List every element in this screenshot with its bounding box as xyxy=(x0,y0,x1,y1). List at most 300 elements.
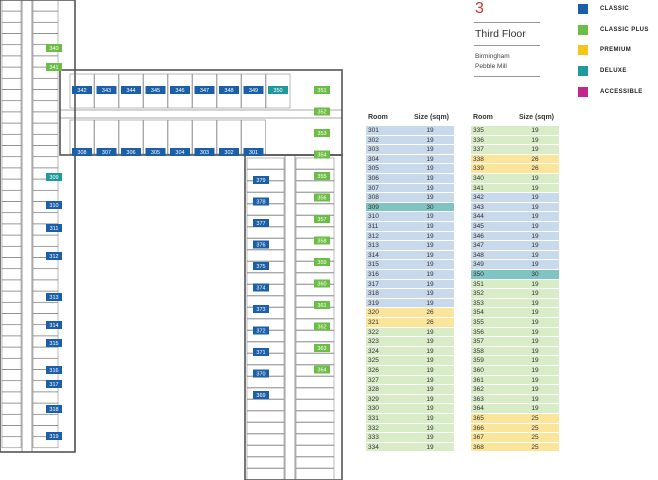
room-size: 19 xyxy=(531,280,539,288)
table-row xyxy=(471,145,559,155)
legend-label: CLASSIC PLUS xyxy=(600,27,649,33)
room-outline xyxy=(2,90,21,101)
room-outline xyxy=(296,331,334,342)
room-number: 366 xyxy=(473,424,484,432)
room-outline xyxy=(33,213,58,224)
room-number: 317 xyxy=(368,280,379,288)
legend-swatch xyxy=(578,25,588,35)
legend-swatch xyxy=(578,4,588,14)
room-number: 330 xyxy=(368,405,379,413)
room-number: 309 xyxy=(368,203,379,211)
room-tag-label: 307 xyxy=(101,150,112,156)
divider xyxy=(474,45,540,46)
room-tag-label: 361 xyxy=(317,303,327,309)
room-outline xyxy=(2,235,21,246)
room-size: 19 xyxy=(531,386,539,394)
room-size: 30 xyxy=(531,271,539,278)
room-size: 19 xyxy=(531,203,539,211)
table-row xyxy=(471,443,559,453)
room-outline xyxy=(247,250,284,261)
room-outline xyxy=(2,168,21,179)
room-outline xyxy=(2,325,21,336)
room-number: 368 xyxy=(473,443,484,451)
room-outline xyxy=(33,78,58,89)
room-outline xyxy=(33,90,58,101)
room-number: 320 xyxy=(368,309,379,317)
table-row xyxy=(366,251,454,261)
room-outline xyxy=(2,280,21,291)
room-outline xyxy=(2,347,21,358)
room-number: 322 xyxy=(368,328,379,336)
room-outline xyxy=(247,446,284,457)
room-size: 19 xyxy=(426,136,434,144)
room-number: 353 xyxy=(473,299,484,307)
room-outline xyxy=(33,157,58,168)
room-number: 361 xyxy=(473,376,484,384)
room-number: 336 xyxy=(473,136,484,144)
room-tag-label: 352 xyxy=(317,109,327,116)
room-tag-label: 358 xyxy=(317,238,327,245)
room-tag-label: 348 xyxy=(224,88,234,94)
room-number: 315 xyxy=(368,261,379,269)
room-number: 346 xyxy=(473,232,484,240)
room-number: 307 xyxy=(368,184,379,192)
table-row xyxy=(471,385,559,395)
table-row xyxy=(471,328,559,338)
room-outline xyxy=(296,158,334,169)
room-number: 341 xyxy=(473,184,484,192)
col-header-size: Size (sqm) xyxy=(414,114,450,121)
room-outline xyxy=(2,437,21,448)
room-size: 19 xyxy=(531,299,539,307)
room-number: 339 xyxy=(473,165,484,173)
room-outline xyxy=(33,280,58,291)
room-tag-label: 342 xyxy=(77,88,87,94)
room-number: 331 xyxy=(368,415,379,422)
room-number: 305 xyxy=(368,165,379,173)
room-tag-label: 363 xyxy=(317,346,327,352)
room-tag-label: 370 xyxy=(256,371,266,378)
table-row xyxy=(366,280,454,290)
room-number: 348 xyxy=(473,251,484,259)
table-row xyxy=(366,145,454,155)
room-number: 304 xyxy=(368,155,379,163)
table-row xyxy=(471,366,559,376)
room-tag-label: 340 xyxy=(49,46,59,52)
room-tag-label: 317 xyxy=(49,382,59,388)
room-size: 19 xyxy=(426,127,434,134)
room-tag-label: 312 xyxy=(49,254,59,260)
room-size: 19 xyxy=(426,405,434,413)
room-number: 328 xyxy=(368,386,379,394)
room-size: 19 xyxy=(531,405,539,413)
room-size: 19 xyxy=(426,165,434,173)
room-size: 25 xyxy=(531,443,539,451)
room-outline xyxy=(247,457,284,468)
room-size: 30 xyxy=(426,203,434,211)
room-outline xyxy=(2,45,21,56)
room-tag-label: 351 xyxy=(317,88,327,94)
room-number: 345 xyxy=(473,223,484,230)
room-outline xyxy=(2,246,21,257)
room-size: 19 xyxy=(426,367,434,374)
room-number: 324 xyxy=(368,347,379,355)
room-number: 356 xyxy=(473,328,484,336)
room-tag-label: 377 xyxy=(256,221,266,227)
table-row xyxy=(471,174,559,184)
room-outline xyxy=(2,426,21,437)
room-size: 19 xyxy=(531,338,539,346)
legend-label: DELUXE xyxy=(600,68,627,74)
table-row xyxy=(471,155,559,165)
room-number: 323 xyxy=(368,338,379,346)
table-row xyxy=(471,337,559,347)
room-tag-label: 373 xyxy=(256,307,266,313)
room-size: 19 xyxy=(426,376,434,384)
table-row xyxy=(366,212,454,222)
divider xyxy=(474,22,540,23)
room-number: 343 xyxy=(473,203,484,211)
table-row xyxy=(471,232,559,242)
room-outline xyxy=(2,370,21,381)
room-size: 19 xyxy=(426,146,434,154)
room-size: 19 xyxy=(531,367,539,374)
room-outline xyxy=(33,112,58,123)
table-row xyxy=(366,328,454,338)
room-outline xyxy=(296,181,334,192)
legend-item-classic-plus xyxy=(578,25,658,37)
room-size: 19 xyxy=(426,299,434,307)
room-outline xyxy=(296,354,334,365)
room-size: 19 xyxy=(531,328,539,336)
room-tag-label: 313 xyxy=(49,295,59,301)
room-outline xyxy=(2,190,21,201)
room-outline xyxy=(296,469,334,480)
room-outline xyxy=(296,377,334,388)
room-number: 310 xyxy=(368,213,379,221)
table-row xyxy=(366,126,454,136)
legend-label: CLASSIC xyxy=(600,6,630,12)
room-number: 342 xyxy=(473,194,484,202)
legend-item-classic xyxy=(578,4,658,16)
table-row xyxy=(471,433,559,443)
room-outline xyxy=(296,446,334,457)
room-tag-label: 374 xyxy=(256,285,266,292)
room-outline xyxy=(247,434,284,445)
room-tag-label: 310 xyxy=(49,203,59,209)
room-outline xyxy=(33,0,58,11)
legend-item-accessible xyxy=(578,87,658,99)
room-outline xyxy=(2,101,21,112)
room-number: 359 xyxy=(473,357,484,365)
table-row xyxy=(471,193,559,203)
table-row xyxy=(471,136,559,146)
table-row xyxy=(471,308,559,318)
room-tag-label: 314 xyxy=(49,323,59,329)
room-number: 350 xyxy=(473,271,484,278)
table-row xyxy=(366,299,454,309)
room-size: 19 xyxy=(531,347,539,355)
room-tag-label: 362 xyxy=(317,324,327,331)
table-row xyxy=(471,184,559,194)
room-tag-label: 344 xyxy=(126,88,136,94)
room-number: 351 xyxy=(473,280,484,288)
room-outline xyxy=(296,434,334,445)
room-outline xyxy=(2,112,21,123)
room-size: 19 xyxy=(531,175,539,182)
room-size: 19 xyxy=(426,434,434,442)
room-tag-label: 359 xyxy=(317,260,327,266)
room-outline xyxy=(33,146,58,157)
room-size: 19 xyxy=(531,376,539,384)
table-row xyxy=(366,136,454,146)
room-tag-label: 360 xyxy=(317,281,327,288)
room-size: 19 xyxy=(531,213,539,221)
room-outline xyxy=(247,377,284,388)
room-number: 365 xyxy=(473,415,484,422)
table-row xyxy=(366,395,454,405)
room-tag-label: 375 xyxy=(256,264,266,270)
room-number: 335 xyxy=(473,127,484,134)
room-size: 19 xyxy=(531,194,539,202)
room-tag-label: 308 xyxy=(77,150,87,156)
room-size: 19 xyxy=(426,271,434,278)
table-row xyxy=(471,347,559,357)
table-row xyxy=(366,337,454,347)
room-size: 19 xyxy=(426,395,434,403)
room-tag-label: 315 xyxy=(49,341,59,347)
room-tag-label: 304 xyxy=(175,150,185,156)
divider xyxy=(474,76,540,77)
room-size: 19 xyxy=(426,424,434,432)
room-number: 316 xyxy=(368,271,379,278)
room-tag-label: 343 xyxy=(101,88,112,94)
room-tag-label: 306 xyxy=(126,150,136,156)
legend-swatch xyxy=(578,87,588,97)
room-outline xyxy=(33,414,58,425)
room-number: 311 xyxy=(368,223,379,230)
room-outline xyxy=(33,134,58,145)
room-outline xyxy=(2,403,21,414)
room-number: 338 xyxy=(473,155,484,163)
room-number: 318 xyxy=(368,290,379,298)
room-tag-label: 341 xyxy=(49,65,59,71)
room-outline xyxy=(2,291,21,302)
room-number: 337 xyxy=(473,146,484,154)
room-outline xyxy=(247,204,284,215)
room-tag-label: 319 xyxy=(49,434,59,440)
table-row xyxy=(366,155,454,165)
room-size: 19 xyxy=(426,242,434,250)
room-size: 19 xyxy=(531,290,539,298)
table-row xyxy=(471,414,559,424)
table-row xyxy=(366,433,454,443)
table-row xyxy=(471,203,559,213)
room-tag-label: 349 xyxy=(248,88,259,94)
room-outline xyxy=(296,423,334,434)
room-tag-label: 303 xyxy=(199,150,210,156)
room-number: 321 xyxy=(368,319,379,326)
room-number: 312 xyxy=(368,232,379,240)
room-number: 306 xyxy=(368,175,379,182)
room-outline xyxy=(2,56,21,67)
table-row xyxy=(471,318,559,328)
room-number: 301 xyxy=(368,127,379,134)
table-row xyxy=(471,404,559,414)
table-row xyxy=(471,395,559,405)
room-size: 26 xyxy=(426,319,434,326)
room-size: 25 xyxy=(531,434,539,442)
room-size: 19 xyxy=(531,146,539,154)
table-row xyxy=(366,443,454,453)
room-number: 357 xyxy=(473,338,484,346)
room-tag-label: 311 xyxy=(49,226,59,232)
room-outline xyxy=(2,0,21,11)
room-number: 364 xyxy=(473,405,484,413)
room-number: 354 xyxy=(473,309,484,317)
room-outline xyxy=(33,11,58,22)
room-size: 19 xyxy=(426,347,434,355)
room-size: 25 xyxy=(531,424,539,432)
legend-item-deluxe xyxy=(578,66,658,78)
room-number: 332 xyxy=(368,424,379,432)
table-row xyxy=(471,424,559,434)
room-outline xyxy=(2,146,21,157)
room-size: 19 xyxy=(426,280,434,288)
room-tag-label: 301 xyxy=(248,150,259,156)
room-size: 19 xyxy=(426,223,434,230)
table-row xyxy=(366,289,454,299)
room-outline xyxy=(33,101,58,112)
table-row xyxy=(366,404,454,414)
room-outline xyxy=(2,414,21,425)
room-size: 19 xyxy=(426,415,434,422)
room-size: 19 xyxy=(531,261,539,269)
room-number: 308 xyxy=(368,194,379,202)
col-header-room: Room xyxy=(473,114,493,121)
room-size: 19 xyxy=(426,357,434,365)
room-size: 26 xyxy=(531,155,539,163)
table-row xyxy=(366,356,454,366)
room-tag-label: 302 xyxy=(224,150,234,156)
room-tag-label: 371 xyxy=(256,350,266,356)
floor-number: 3 xyxy=(475,0,484,17)
room-outline xyxy=(2,302,21,313)
table-row xyxy=(471,251,559,261)
room-outline xyxy=(33,269,58,280)
table-row xyxy=(471,260,559,270)
room-outline xyxy=(33,123,58,134)
room-number: 313 xyxy=(368,242,379,250)
table-row xyxy=(366,193,454,203)
room-outline xyxy=(247,273,284,284)
room-number: 367 xyxy=(473,434,484,442)
table-row xyxy=(471,241,559,251)
table-row xyxy=(366,241,454,251)
table-row xyxy=(471,356,559,366)
room-number: 325 xyxy=(368,357,379,365)
table-row xyxy=(366,203,454,213)
table-row xyxy=(366,174,454,184)
room-tag-label: 347 xyxy=(199,88,210,94)
room-outline xyxy=(2,358,21,369)
room-tag-label: 379 xyxy=(256,178,266,184)
room-outline xyxy=(2,392,21,403)
room-outline xyxy=(2,202,21,213)
room-tag-label: 355 xyxy=(317,174,327,180)
location-line-2: Pebble Mill xyxy=(475,63,507,70)
floor-name: Third Floor xyxy=(475,28,526,40)
room-outline xyxy=(2,381,21,392)
table-row xyxy=(366,184,454,194)
room-outline xyxy=(247,400,284,411)
room-size: 19 xyxy=(531,127,539,134)
room-outline xyxy=(33,190,58,201)
room-outline xyxy=(2,67,21,78)
room-number: 344 xyxy=(473,213,484,221)
table-row xyxy=(366,424,454,434)
room-outline xyxy=(2,22,21,33)
room-outline xyxy=(2,11,21,22)
room-outline xyxy=(247,411,284,422)
table-row xyxy=(366,318,454,328)
room-outline xyxy=(2,213,21,224)
room-tag-label: 354 xyxy=(317,152,327,159)
room-size: 19 xyxy=(531,136,539,144)
room-size: 19 xyxy=(531,223,539,230)
room-outline xyxy=(296,388,334,399)
table-row xyxy=(471,126,559,136)
room-outline xyxy=(2,224,21,235)
room-outline xyxy=(2,34,21,45)
table-row xyxy=(366,164,454,174)
table-row xyxy=(366,232,454,242)
room-tag-label: 345 xyxy=(150,88,161,94)
room-outline xyxy=(296,457,334,468)
room-size: 19 xyxy=(426,155,434,163)
table-row xyxy=(366,347,454,357)
room-number: 340 xyxy=(473,175,484,182)
room-outline xyxy=(33,34,58,45)
room-outline xyxy=(33,235,58,246)
room-number: 355 xyxy=(473,319,484,326)
table-row xyxy=(366,308,454,318)
room-tag-label: 378 xyxy=(256,199,266,206)
room-size: 19 xyxy=(426,251,434,259)
table-row xyxy=(366,366,454,376)
room-size: 19 xyxy=(426,338,434,346)
room-size: 26 xyxy=(531,165,539,173)
room-number: 347 xyxy=(473,242,484,250)
room-outline xyxy=(296,411,334,422)
room-size: 26 xyxy=(426,309,434,317)
room-outline xyxy=(296,204,334,215)
room-outline xyxy=(296,400,334,411)
room-number: 326 xyxy=(368,367,379,374)
legend-swatch xyxy=(578,66,588,76)
room-outline xyxy=(2,314,21,325)
room-number: 362 xyxy=(473,386,484,394)
room-outline xyxy=(296,308,334,319)
room-tag-label: 376 xyxy=(256,242,266,249)
room-tag-label: 357 xyxy=(317,217,327,223)
room-size: 19 xyxy=(531,184,539,192)
room-tag-label: 369 xyxy=(256,393,266,399)
room-outline xyxy=(2,157,21,168)
room-size: 19 xyxy=(426,232,434,240)
room-size: 19 xyxy=(426,328,434,336)
col-header-room: Room xyxy=(368,114,388,121)
